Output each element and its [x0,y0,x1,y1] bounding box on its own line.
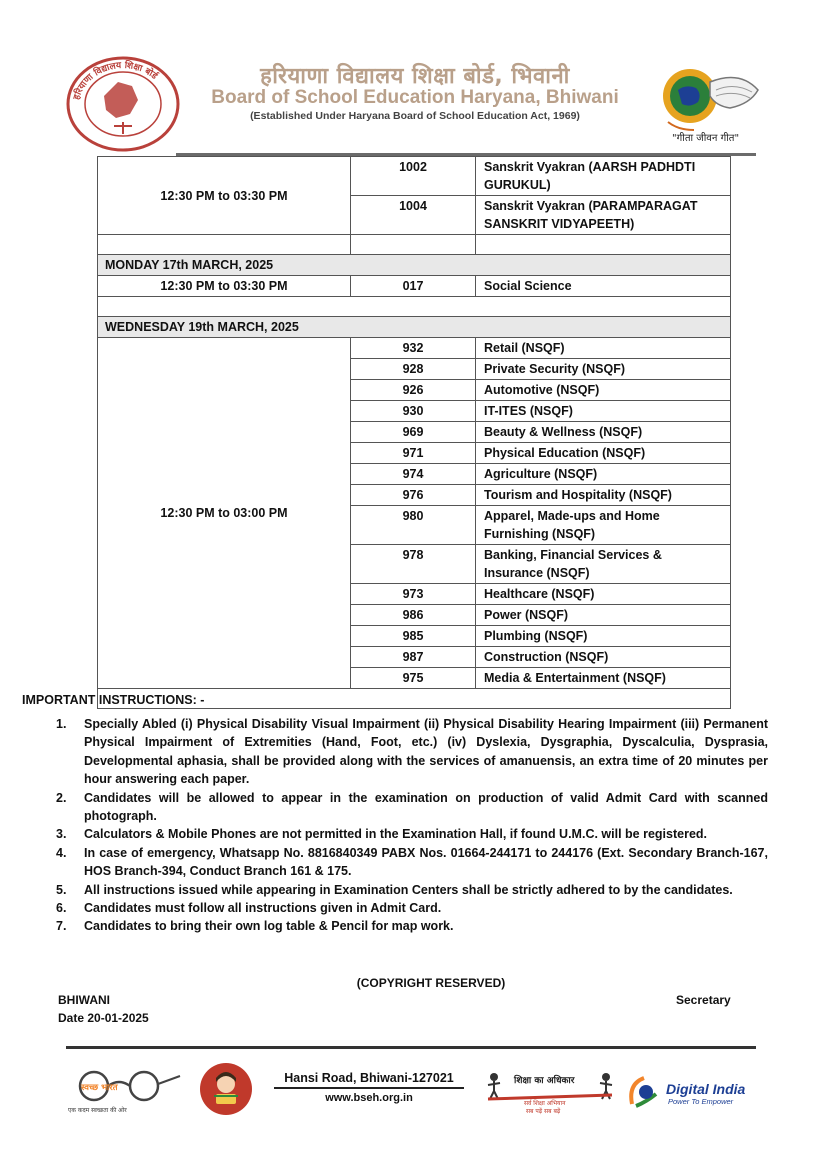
instructions-list [56,715,768,936]
motto: "गीता जीवन गीत" [672,133,740,144]
subject-name: Banking, Financial Services & Insurance (NSQF) [476,545,731,584]
signatory: Secretary [676,993,731,1007]
subject-code: 978 [351,545,476,584]
board-name-english: Board of School Education Haryana, Bhiwani [211,87,619,108]
subject-name: Agriculture (NSQF) [476,464,731,485]
item-text: All instructions issued while appearing in Examination Centers shall be strictly adhered to by the candidates. [84,882,733,897]
subject-name: Automotive (NSQF) [476,380,731,401]
list-item [56,789,768,826]
list-item [56,844,768,881]
table-spacer-row [98,297,731,317]
subject-name: Power (NSQF) [476,605,731,626]
list-item [56,917,768,935]
issue-date: Date 20-01-2025 [58,1011,149,1025]
shiksha-ka-adhikar-logo [484,1069,616,1115]
item-number: 6. [56,901,67,916]
subject-name: Healthcare (NSQF) [476,584,731,605]
subject-name: Physical Education (NSQF) [476,443,731,464]
exam-time: 12:30 PM to 03:30 PM [98,276,351,297]
conch-globe-emblem-icon [654,60,762,136]
table-spacer-row [98,235,731,255]
subject-code: 980 [351,506,476,545]
exam-schedule-table [97,156,730,709]
subject-name: Beauty & Wellness (NSQF) [476,422,731,443]
item-number: 2. [56,790,67,805]
subject-code: 928 [351,359,476,380]
item-number: 1. [56,717,67,731]
table-row [98,157,731,196]
board-address-block [274,1071,464,1104]
list-item [56,825,768,843]
digital-india-tagline: Power To Empower [668,1097,734,1106]
table-row [98,338,731,359]
subject-code: 986 [351,605,476,626]
established-note: (Established Under Haryana Board of School Education Act, 1969) [250,110,580,122]
letterhead [0,0,827,160]
subject-code: 987 [351,647,476,668]
swachh-tagline: एक कदम स्वच्छता की ओर [68,1107,127,1114]
subject-name: IT-ITES (NSQF) [476,401,731,422]
seal-text: हरियाणा विद्यालय शिक्षा बोर्ड [72,60,159,101]
item-text: Candidates will be allowed to appear in the examination on production of valid Admit Card with scanned photograph. [84,790,768,824]
subject-code: 017 [351,276,476,297]
board-website: www.bseh.org.in [325,1092,413,1104]
subject-name: Plumbing (NSQF) [476,626,731,647]
item-number: 4. [56,845,67,860]
table-row [98,276,731,297]
day-header-row [98,317,731,338]
exam-day: WEDNESDAY 19th MARCH, 2025 [98,317,731,338]
item-text: Candidates to bring their own log table & Pencil for map work. [84,919,454,934]
swachh-label: स्वच्छ भारत [81,1083,118,1093]
subject-name: Retail (NSQF) [476,338,731,359]
subject-code: 1004 [351,196,476,235]
subject-name: Sanskrit Vyakran (AARSH PADHDTI GURUKUL) [476,157,731,196]
subject-code: 976 [351,485,476,506]
exam-time: 12:30 PM to 03:00 PM [98,338,351,689]
subject-code: 985 [351,626,476,647]
shiksha-sub-1: सर्व शिक्षा अभियान [524,1100,566,1107]
subject-name: Tourism and Hospitality (NSQF) [476,485,731,506]
subject-code: 971 [351,443,476,464]
item-number: 5. [56,882,67,897]
subject-name: Apparel, Made-ups and Home Furnishing (NSQF) [476,506,731,545]
exam-time: 12:30 PM to 03:30 PM [98,157,351,235]
list-item [56,715,768,789]
shiksha-sub-2: सब पढ़ें सब बढ़ें [526,1108,561,1115]
beti-bachao-logo [194,1062,258,1116]
subject-code: 973 [351,584,476,605]
subject-code: 974 [351,464,476,485]
subject-name: Sanskrit Vyakran (PARAMPARAGAT SANSKRIT VIDYAPEETH) [476,196,731,235]
issue-place: BHIWANI [58,993,110,1007]
footer-divider [66,1046,756,1049]
subject-code: 969 [351,422,476,443]
list-item [56,881,768,899]
instructions-heading: IMPORTANT INSTRUCTIONS: - [22,693,205,707]
subject-name: Media & Entertainment (NSQF) [476,668,731,689]
list-item [56,899,768,917]
subject-code: 926 [351,380,476,401]
item-text: In case of emergency, Whatsapp No. 8816840349 PABX Nos. 01664-244171 to 244176 (Ext. Secondary Branch-167, HOS Branch-394, Conduct Branch 161 & 175. [84,845,768,879]
subject-code: 1002 [351,157,476,196]
board-name-hindi: हरियाणा विद्यालय शिक्षा बोर्ड, भिवानी [260,64,570,89]
subject-code: 930 [351,401,476,422]
subject-name: Construction (NSQF) [476,647,731,668]
item-text: Calculators & Mobile Phones are not permitted in the Examination Hall, if found U.M.C. will be registered. [84,827,708,842]
subject-code: 975 [351,668,476,689]
subject-name: Private Security (NSQF) [476,359,731,380]
day-header-row [98,255,731,276]
subject-name: Social Science [476,276,731,297]
item-text: Specially Abled (i) Physical Disability Visual Impairment (ii) Physical Disability Hearing Impairment (iii) Permanent Physical Impairment of Extremities (Hand, Foot, etc.) (iv) Dyslexia, Dysgraphia, Dyscalculia, Dysprasia, Developmental aphasia, shall be provided along with the services of amanuensis, an extra time of 20 minutes per hour answering each paper. [84,717,768,787]
board-seal-logo [66,56,180,152]
digital-india-label: Digital India [666,1081,746,1097]
shiksha-label: शिक्षा का अधिकार [514,1076,575,1086]
copyright-notice: (COPYRIGHT RESERVED) [356,976,506,990]
subject-code: 932 [351,338,476,359]
board-address: Hansi Road, Bhiwani-127021 [274,1071,464,1089]
item-number: 7. [56,919,67,934]
digital-india-logo [626,1072,752,1110]
item-text: Candidates must follow all instructions given in Admit Card. [84,901,442,916]
item-number: 3. [56,827,67,842]
exam-day: MONDAY 17th MARCH, 2025 [98,255,731,276]
